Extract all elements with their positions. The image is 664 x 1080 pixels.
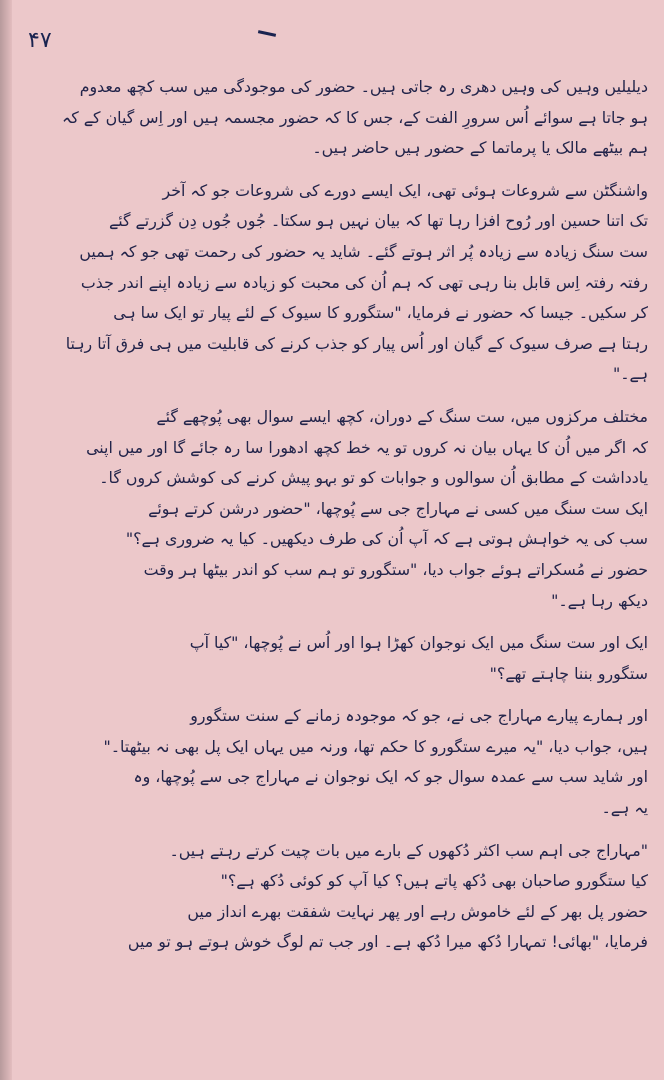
text-line: اور شاید سب سے عمدہ سوال جو کہ ایک نوجوان نے مہاراج جی سے پُوچھا، وہ <box>133 767 648 787</box>
page-number: ۴۷ <box>28 28 52 53</box>
body-text <box>28 72 648 1072</box>
paragraph <box>28 402 648 616</box>
text-line: کیا ستگورو صاحبان بھی دُکھ پاتے ہیں؟ کیا آپ کو کوئی دُکھ ہے؟" <box>220 871 648 891</box>
text-line: ہم بیٹھے مالک یا پرماتما کے حضور ہیں حاضر ہیں۔ <box>312 138 648 158</box>
text-line: کہ اگر میں اُن کا یہاں بیان نہ کروں تو یہ خط کچھ ادھورا سا رہ جائے گا اور میں اپنی <box>86 437 648 457</box>
text-line: حضور پل بھر کے لئے خاموش رہے اور پھر نہایت شفقت بھرے انداز میں <box>187 901 648 921</box>
text-line: ستگورو بننا چاہتے تھے؟" <box>489 663 648 683</box>
paragraph <box>28 176 648 390</box>
text-line: واشنگٹن سے شروعات ہوئی تھی، ایک ایسے دورے کی شروعات جو کہ آخر <box>162 180 648 200</box>
text-line: رفتہ رفتہ اِس قابل بنا رہی تھی کہ ہم اُن کی محبت کو زیادہ سے زیادہ اپنے اندر جذب <box>80 272 648 292</box>
text-line: "مہاراج جی اہم سب اکثر دُکھوں کے بارے میں بات چیت کرتے رہتے ہیں۔ <box>169 840 648 860</box>
text-line: سب کی یہ خواہش ہوتی ہے کہ آپ اُن کی طرف دیکھیں۔ کیا یہ ضروری ہے؟" <box>125 529 648 549</box>
text-line: فرمایا، "بھائی! تمہارا دُکھ میرا دُکھ ہے۔ اور جب تم لوگ خوش ہوتے ہو تو میں <box>127 932 648 952</box>
text-line: دیلیلیں وہیں کی وہیں دھری رہ جاتی ہیں۔ حضور کی موجودگی میں سب کچھ معدوم <box>79 77 648 96</box>
text-line: دیکھ رہا ہے۔" <box>551 590 648 610</box>
text-line: اور ہمارے پیارے مہاراج جی نے، جو کہ موجودہ زمانے کے سنت ستگورو <box>190 706 648 726</box>
text-line: ایک ست سنگ میں کسی نے مہاراج جی سے پُوچھا، "حضور درشن کرتے ہوئے <box>148 498 648 518</box>
text-line: ہے۔" <box>612 364 648 384</box>
text-line: ہو جاتا ہے سوائے اُس سرورِ الفت کے، جس کا کہ حضور مجسمہ ہیں اور اِس گیان کے کہ <box>61 107 648 127</box>
text-line: ہیں، جواب دیا، "یہ میرے ستگورو کا حکم تھا، ورنہ میں یہاں ایک پل بھی نہ بیٹھتا۔" <box>103 736 648 756</box>
text-line: تک اتنا حسین اور رُوح افزا رہا تھا کہ بیان نہیں ہو سکتا۔ جُوں جُوں دِن گزرتے گئے <box>108 211 648 231</box>
pen-mark <box>258 30 276 37</box>
paragraph <box>28 836 648 958</box>
text-line: کر سکیں۔ جیسا کہ حضور نے فرمایا، "ستگورو کا سیوک کے لئے پیار تو ایک سا ہی <box>113 303 648 323</box>
text-line: یادداشت کے مطابق اُن سوالوں و جوابات کو تو بہو پیش کرنے کی کوشش کروں گا۔ <box>99 468 648 488</box>
paragraph <box>28 701 648 823</box>
paragraph <box>28 628 648 689</box>
page-binding-edge <box>0 0 12 1080</box>
text-line: مختلف مرکزوں میں، ست سنگ کے دوران، کچھ ایسے سوال بھی پُوچھے گئے <box>156 406 648 426</box>
text-line: ست سنگ زیادہ سے زیادہ پُر اثر ہوتے گئے۔ شاید یہ حضور کی رحمت تھی جو کہ ہمیں <box>79 241 648 261</box>
text-line: حضور نے مُسکراتے ہوئے جواب دیا، "ستگورو تو ہم سب کو اندر بیٹھا ہر وقت <box>143 559 648 579</box>
text-line: ایک اور ست سنگ میں ایک نوجوان کھڑا ہوا اور اُس نے پُوچھا، "کیا آپ <box>189 633 648 653</box>
text-line: رہتا ہے صرف سیوک کے گیان اور اُس پیار کو جذب کرنے کی قابلیت میں ہی فرق آتا رہتا <box>65 333 648 353</box>
text-line: یہ ہے۔ <box>601 798 648 818</box>
paragraph <box>28 72 648 164</box>
